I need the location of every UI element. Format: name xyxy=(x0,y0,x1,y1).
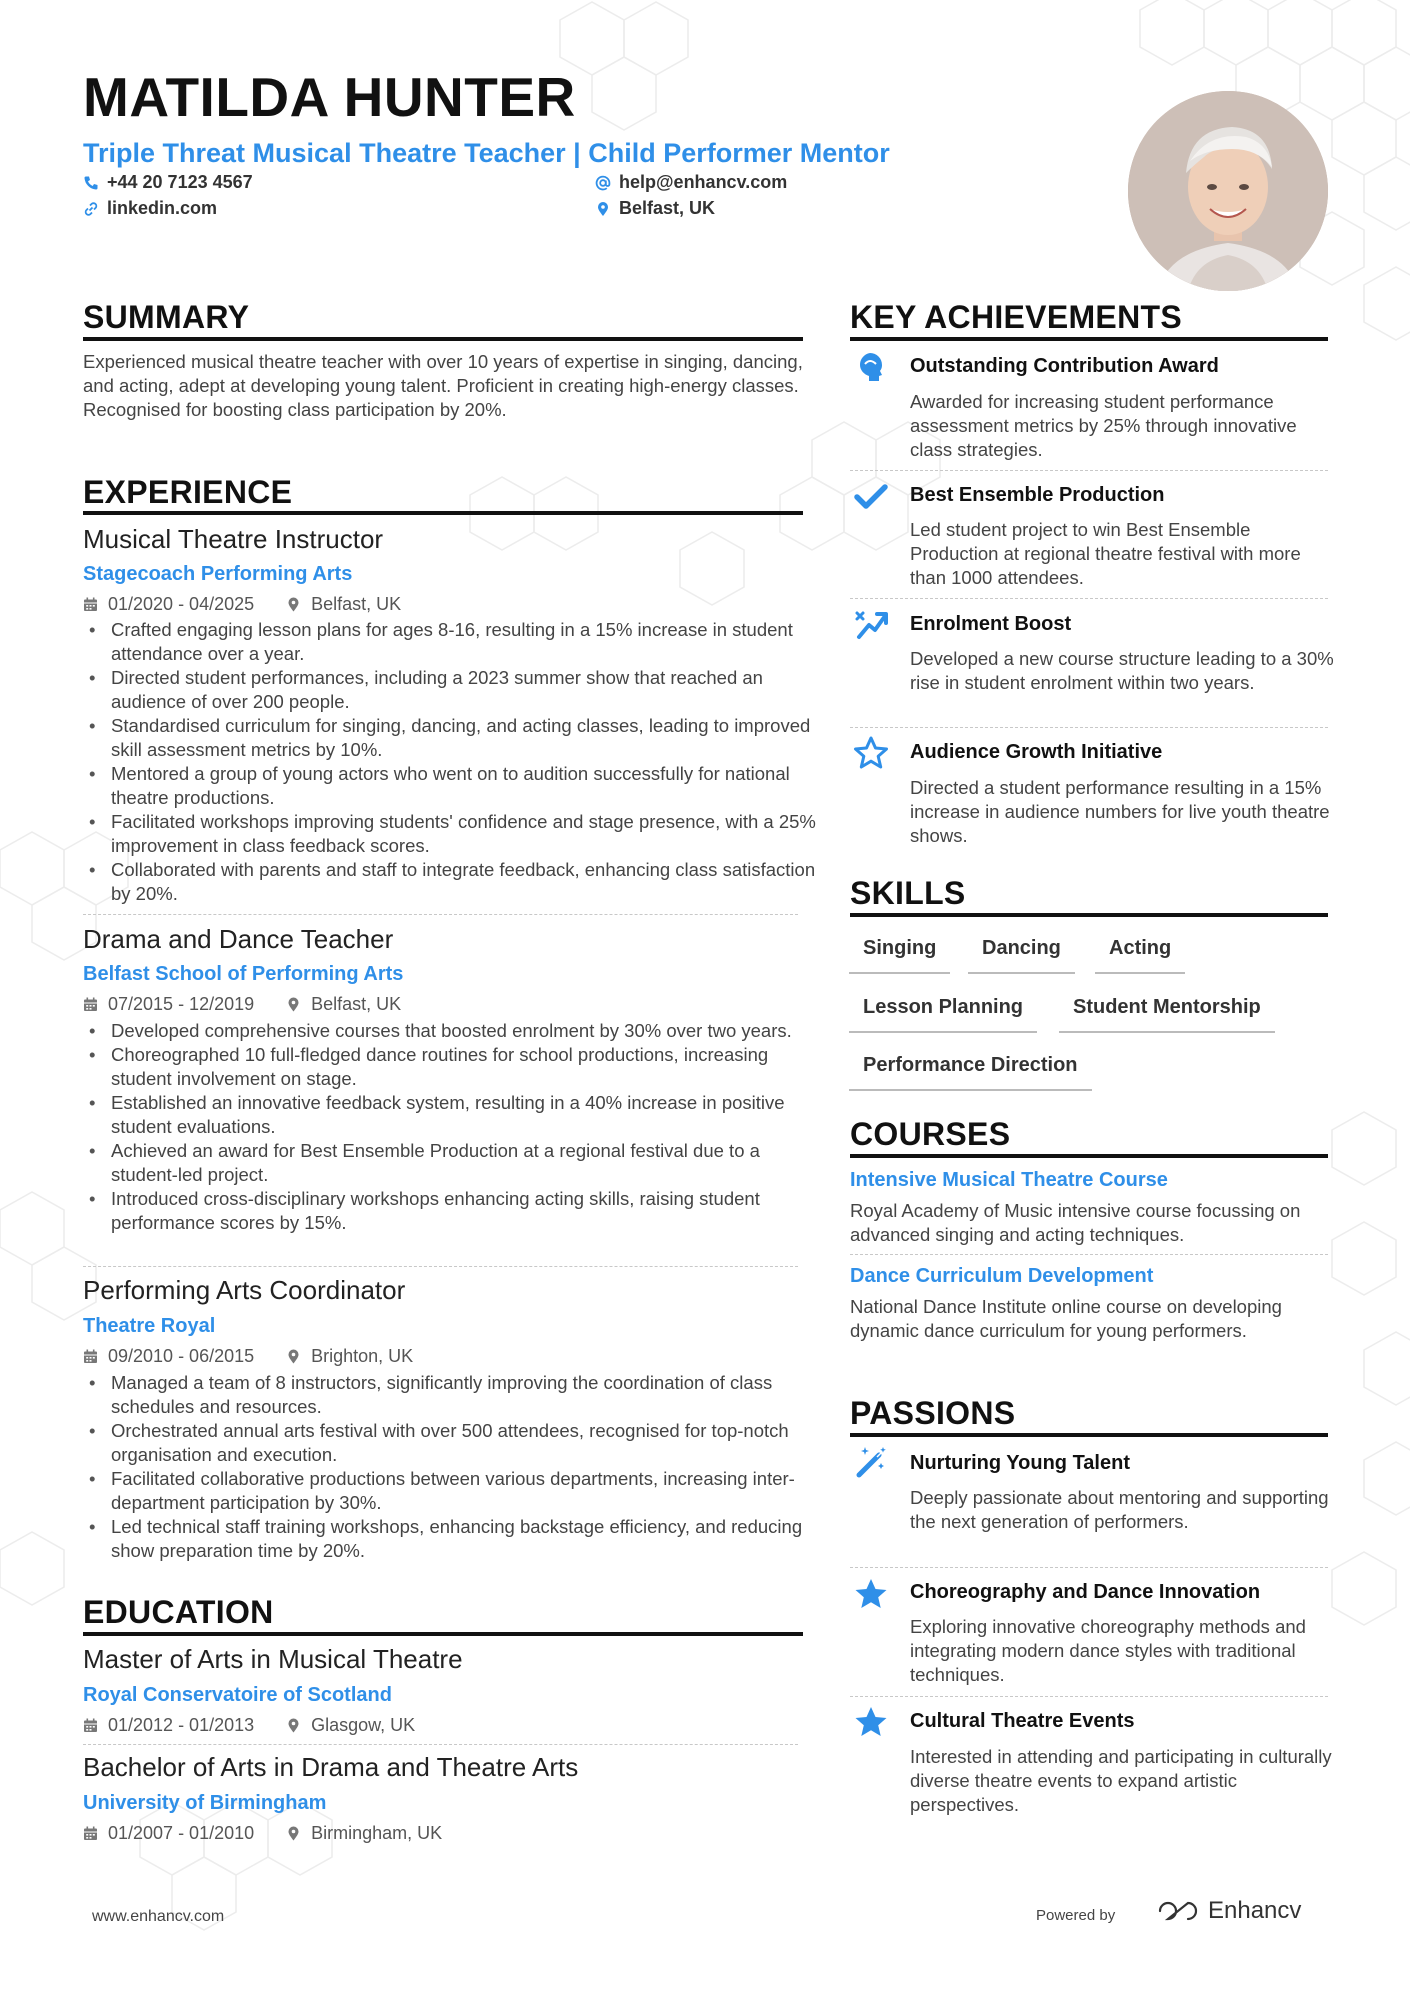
magic-wand-icon xyxy=(851,1441,891,1481)
course-desc: National Dance Institute online course on developing dynamic dance curriculum for young performers. xyxy=(850,1296,1282,1341)
achievement-desc: Led student project to win Best Ensemble Production at regional theatre festival with more than 1000 attendees. xyxy=(910,519,1301,588)
footer-powered-by: Powered by xyxy=(1036,1907,1116,1924)
education-location: Glasgow, UK xyxy=(311,1715,416,1735)
job-bullets xyxy=(83,1019,831,1235)
course-desc: Royal Academy of Music intensive course focussing on advanced singing and acting techniques. xyxy=(850,1200,1301,1245)
job-bullet: • Led technical staff training workshops, enhancing backstage efficiency, and reducing show preparation time by 20%. xyxy=(111,1515,831,1563)
course-title: Dance Curriculum Development xyxy=(850,1265,1154,1287)
achievements-heading: KEY ACHIEVEMENTS xyxy=(850,299,1182,335)
passion-title: Nurturing Young Talent xyxy=(910,1452,1130,1474)
skill-tag: Singing xyxy=(849,937,950,974)
divider xyxy=(83,914,798,915)
job-title: Drama and Dance Teacher xyxy=(83,924,394,954)
divider xyxy=(850,1696,1328,1697)
job-bullets xyxy=(83,618,831,906)
phone-icon xyxy=(83,175,99,191)
experience-heading: EXPERIENCE xyxy=(83,474,293,510)
enhancv-logo-text: Enhancv xyxy=(1208,1897,1302,1924)
job-company: Stagecoach Performing Arts xyxy=(83,563,353,585)
job-bullet: • Mentored a group of young actors who went on to audition successfully for national theatre productions. xyxy=(111,762,831,810)
link-icon xyxy=(83,201,99,217)
achievement-title: Enrolment Boost xyxy=(910,613,1072,635)
job-location: Belfast, UK xyxy=(311,994,402,1014)
location-pin-icon xyxy=(286,1349,301,1364)
job-bullet: • Standardised curriculum for singing, dancing, and acting classes, leading to improved skill assessment metrics by 10%. xyxy=(111,714,831,762)
location-pin-icon xyxy=(286,997,301,1012)
achievement-title: Best Ensemble Production xyxy=(910,484,1165,506)
job-meta xyxy=(83,594,401,615)
calendar-icon xyxy=(83,1718,98,1733)
contact-linkedin[interactable] xyxy=(83,198,217,219)
education-rule xyxy=(83,1632,803,1636)
growth-arrow-icon xyxy=(851,605,891,645)
passion-desc: Exploring innovative choreography methods and integrating modern dance styles with traditional techniques. xyxy=(910,1616,1306,1685)
skill-tag: Acting xyxy=(1095,937,1185,974)
job-meta xyxy=(83,994,401,1015)
star-outline-icon xyxy=(851,733,891,773)
job-location: Brighton, UK xyxy=(311,1346,414,1366)
summary-text: Experienced musical theatre teacher with over 10 years of expertise in singing, dancing, and acting, adept at developing young talent. Proficient in creating high-energy classes. Recognised for boosting class participation by 20%. xyxy=(83,351,803,420)
education-dates: 01/2007 - 01/2010 xyxy=(108,1823,255,1843)
location-text: Belfast, UK xyxy=(619,198,716,218)
job-bullet: • Established an innovative feedback system, resulting in a 40% increase in positive student evaluations. xyxy=(111,1091,831,1139)
courses-rule xyxy=(850,1154,1328,1158)
job-bullet: • Facilitated workshops improving students' confidence and stage presence, with a 25% improvement in class feedback scores. xyxy=(111,810,831,858)
contact-email[interactable] xyxy=(595,172,787,193)
skill-tag: Student Mentorship xyxy=(1059,996,1275,1033)
calendar-icon xyxy=(83,1349,98,1364)
calendar-icon xyxy=(83,597,98,612)
job-title: Performing Arts Coordinator xyxy=(83,1275,406,1305)
achievement-desc: Awarded for increasing student performance assessment metrics by 25% through innovative class strategies. xyxy=(910,391,1297,460)
education-dates: 01/2012 - 01/2013 xyxy=(108,1715,255,1735)
job-bullet: • Facilitated collaborative productions between various departments, increasing inter-department participation by 30%. xyxy=(111,1467,831,1515)
passion-desc: Deeply passionate about mentoring and supporting the next generation of performers. xyxy=(910,1487,1329,1532)
enhancv-logo[interactable] xyxy=(1156,1897,1301,1925)
education-location: Birmingham, UK xyxy=(311,1823,443,1843)
skills-rule xyxy=(850,913,1328,917)
footer-website-link[interactable]: www.enhancv.com xyxy=(92,1908,225,1925)
divider xyxy=(83,1266,798,1267)
head-icon xyxy=(851,348,891,388)
linkedin-text: linkedin.com xyxy=(107,198,218,218)
passions-heading: PASSIONS xyxy=(850,1395,1016,1431)
contact-location xyxy=(595,198,715,219)
school-name: University of Birmingham xyxy=(83,1792,327,1814)
contact-phone[interactable] xyxy=(83,172,253,193)
candidate-tagline: Triple Threat Musical Theatre Teacher | Child Performer Mentor xyxy=(83,138,890,168)
education-meta xyxy=(83,1823,442,1844)
job-bullet: • Orchestrated annual arts festival with over 500 attendees, recognised for top-notch organisation and execution. xyxy=(111,1419,831,1467)
divider xyxy=(850,1567,1328,1568)
achievement-title: Outstanding Contribution Award xyxy=(910,355,1219,377)
divider xyxy=(83,1744,798,1745)
checkmark-icon xyxy=(851,476,891,516)
passion-desc: Interested in attending and participating in culturally diverse theatre events to expand artistic perspectives. xyxy=(910,1746,1332,1815)
passion-title: Choreography and Dance Innovation xyxy=(910,1581,1261,1603)
skill-tag: Lesson Planning xyxy=(849,996,1037,1033)
email-text: help@enhancv.com xyxy=(619,172,788,192)
job-bullet: • Directed student performances, including a 2023 summer show that reached an audience of over 200 people. xyxy=(111,666,831,714)
calendar-icon xyxy=(83,997,98,1012)
achievements-rule xyxy=(850,337,1328,341)
skill-tag: Performance Direction xyxy=(849,1054,1092,1091)
skill-tag: Dancing xyxy=(968,937,1075,974)
job-bullet: • Managed a team of 8 instructors, significantly improving the coordination of class schedules and resources. xyxy=(111,1371,831,1419)
job-bullet: • Collaborated with parents and staff to integrate feedback, enhancing class satisfaction by 20%. xyxy=(111,858,831,906)
job-bullet: • Introduced cross-disciplinary workshops enhancing acting skills, raising student performance scores by 15%. xyxy=(111,1187,831,1235)
achievement-title: Audience Growth Initiative xyxy=(910,741,1163,763)
course-title: Intensive Musical Theatre Course xyxy=(850,1169,1168,1191)
experience-rule xyxy=(83,511,803,515)
school-name: Royal Conservatoire of Scotland xyxy=(83,1684,392,1706)
divider xyxy=(850,727,1328,728)
portrait-illustration xyxy=(1128,91,1328,291)
star-icon xyxy=(851,1702,891,1742)
job-dates: 09/2010 - 06/2015 xyxy=(108,1346,255,1366)
enhancv-logo-icon xyxy=(1156,1898,1200,1924)
job-bullet: • Developed comprehensive courses that boosted enrolment by 30% over two years. xyxy=(111,1019,831,1043)
job-location: Belfast, UK xyxy=(311,594,402,614)
job-dates: 01/2020 - 04/2025 xyxy=(108,594,255,614)
candidate-name: MATILDA HUNTER xyxy=(83,66,576,128)
calendar-icon xyxy=(83,1826,98,1841)
phone-text: +44 20 7123 4567 xyxy=(107,172,253,192)
job-title: Musical Theatre Instructor xyxy=(83,524,384,554)
education-heading: EDUCATION xyxy=(83,1594,274,1630)
courses-heading: COURSES xyxy=(850,1116,1011,1152)
star-icon xyxy=(851,1574,891,1614)
location-pin-icon xyxy=(286,1826,301,1841)
job-bullets xyxy=(83,1371,831,1563)
passions-rule xyxy=(850,1433,1328,1437)
passion-title: Cultural Theatre Events xyxy=(910,1710,1135,1732)
location-pin-icon xyxy=(286,597,301,612)
degree-title: Bachelor of Arts in Drama and Theatre Arts xyxy=(83,1752,579,1782)
divider xyxy=(850,1254,1328,1255)
summary-rule xyxy=(83,337,803,341)
profile-photo xyxy=(1128,91,1328,291)
job-dates: 07/2015 - 12/2019 xyxy=(108,994,255,1014)
education-meta xyxy=(83,1715,415,1736)
job-bullet: • Choreographed 10 full-fledged dance routines for school productions, increasing student involvement on stage. xyxy=(111,1043,831,1091)
location-pin-icon xyxy=(595,201,611,217)
at-sign-icon xyxy=(595,175,611,191)
achievement-desc: Developed a new course structure leading to a 30% rise in student enrolment within two years. xyxy=(910,648,1334,693)
job-company: Belfast School of Performing Arts xyxy=(83,963,404,985)
summary-heading: SUMMARY xyxy=(83,299,250,335)
degree-title: Master of Arts in Musical Theatre xyxy=(83,1644,463,1674)
job-company: Theatre Royal xyxy=(83,1315,216,1337)
divider xyxy=(850,470,1328,471)
skills-heading: SKILLS xyxy=(850,875,966,911)
job-bullet: • Crafted engaging lesson plans for ages 8-16, resulting in a 15% increase in student attendance over a year. xyxy=(111,618,831,666)
location-pin-icon xyxy=(286,1718,301,1733)
job-bullet: • Achieved an award for Best Ensemble Production at a regional festival due to a student-led project. xyxy=(111,1139,831,1187)
achievement-desc: Directed a student performance resulting in a 15% increase in audience numbers for live youth theatre shows. xyxy=(910,777,1330,846)
divider xyxy=(850,598,1328,599)
job-meta xyxy=(83,1346,413,1367)
